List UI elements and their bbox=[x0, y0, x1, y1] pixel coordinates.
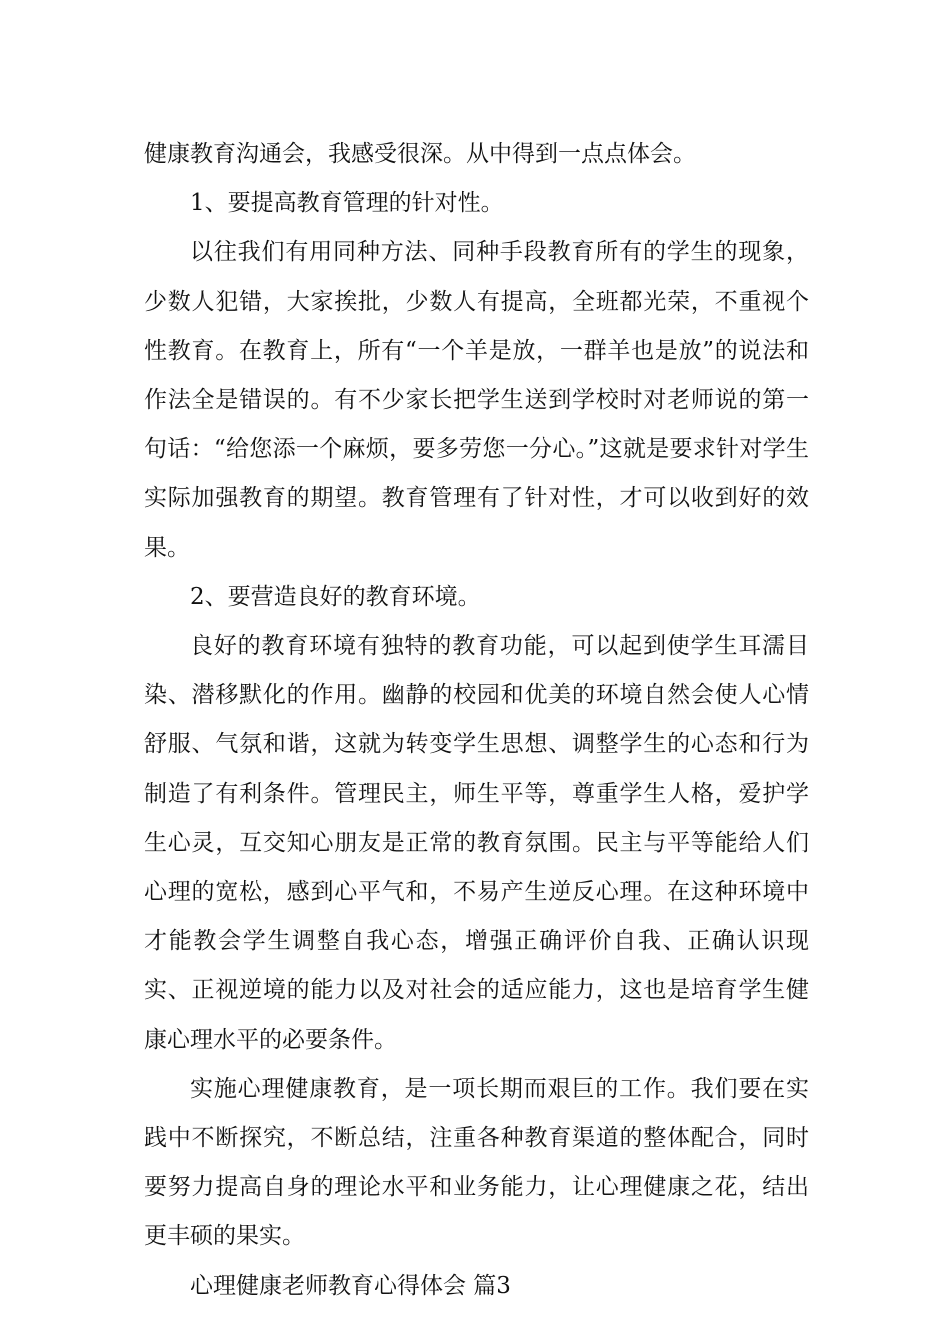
section-heading-1: 1、要提高教育管理的针对性。 bbox=[190, 190, 504, 217]
article-title-part-3: 心理健康老师教育心得体会 篇3 bbox=[190, 1272, 511, 1299]
paragraph-conclusion: 实施心理健康教育，是一项长期而艰巨的工作。我们要在实践中不断探究，不断总结，注重各种教育渠道的整体配合，同时要努力提高自身的理论水平和业务能力，让心理健康之花，结出更丰硕的果实。 bbox=[144, 1075, 809, 1250]
paragraph-targeting: 以往我们有用同种方法、同种手段教育所有的学生的现象，少数人犯错，大家挨批，少数人有提高，全班都光荣，不重视个性教育。在教育上，所有“一个羊是放，一群羊也是放”的说法和作法全是错误的。有不少家长把学生送到学校时对老师说的第一句话：“给您添一个麻烦，要多劳您一分心。”这就是要求针对学生实际加强教育的期望。教育管理有了针对性，才可以收到好的效果。 bbox=[144, 239, 809, 561]
paragraph-environment: 良好的教育环境有独特的教育功能，可以起到使学生耳濡目染、潜移默化的作用。幽静的校园和优美的环境自然会使人心情舒服、气氛和谐，这就为转变学生思想、调整学生的心态和行为制造了有利条件。管理民主，师生平等，尊重学生人格，爱护学生心灵，互交知心朋友是正常的教育氛围。民主与平等能给人们心理的宽松，感到心平气和，不易产生逆反心理。在这种环境中才能教会学生调整自我心态，增强正确评价自我、正确认识现实、正视逆境的能力以及对社会的适应能力，这也是培育学生健康心理水平的必要条件。 bbox=[144, 633, 809, 1053]
section-heading-2: 2、要营造良好的教育环境。 bbox=[190, 583, 481, 610]
paragraph-continuation: 健康教育沟通会，我感受很深。从中得到一点点体会。 bbox=[144, 141, 696, 167]
document-body bbox=[144, 130, 809, 1311]
